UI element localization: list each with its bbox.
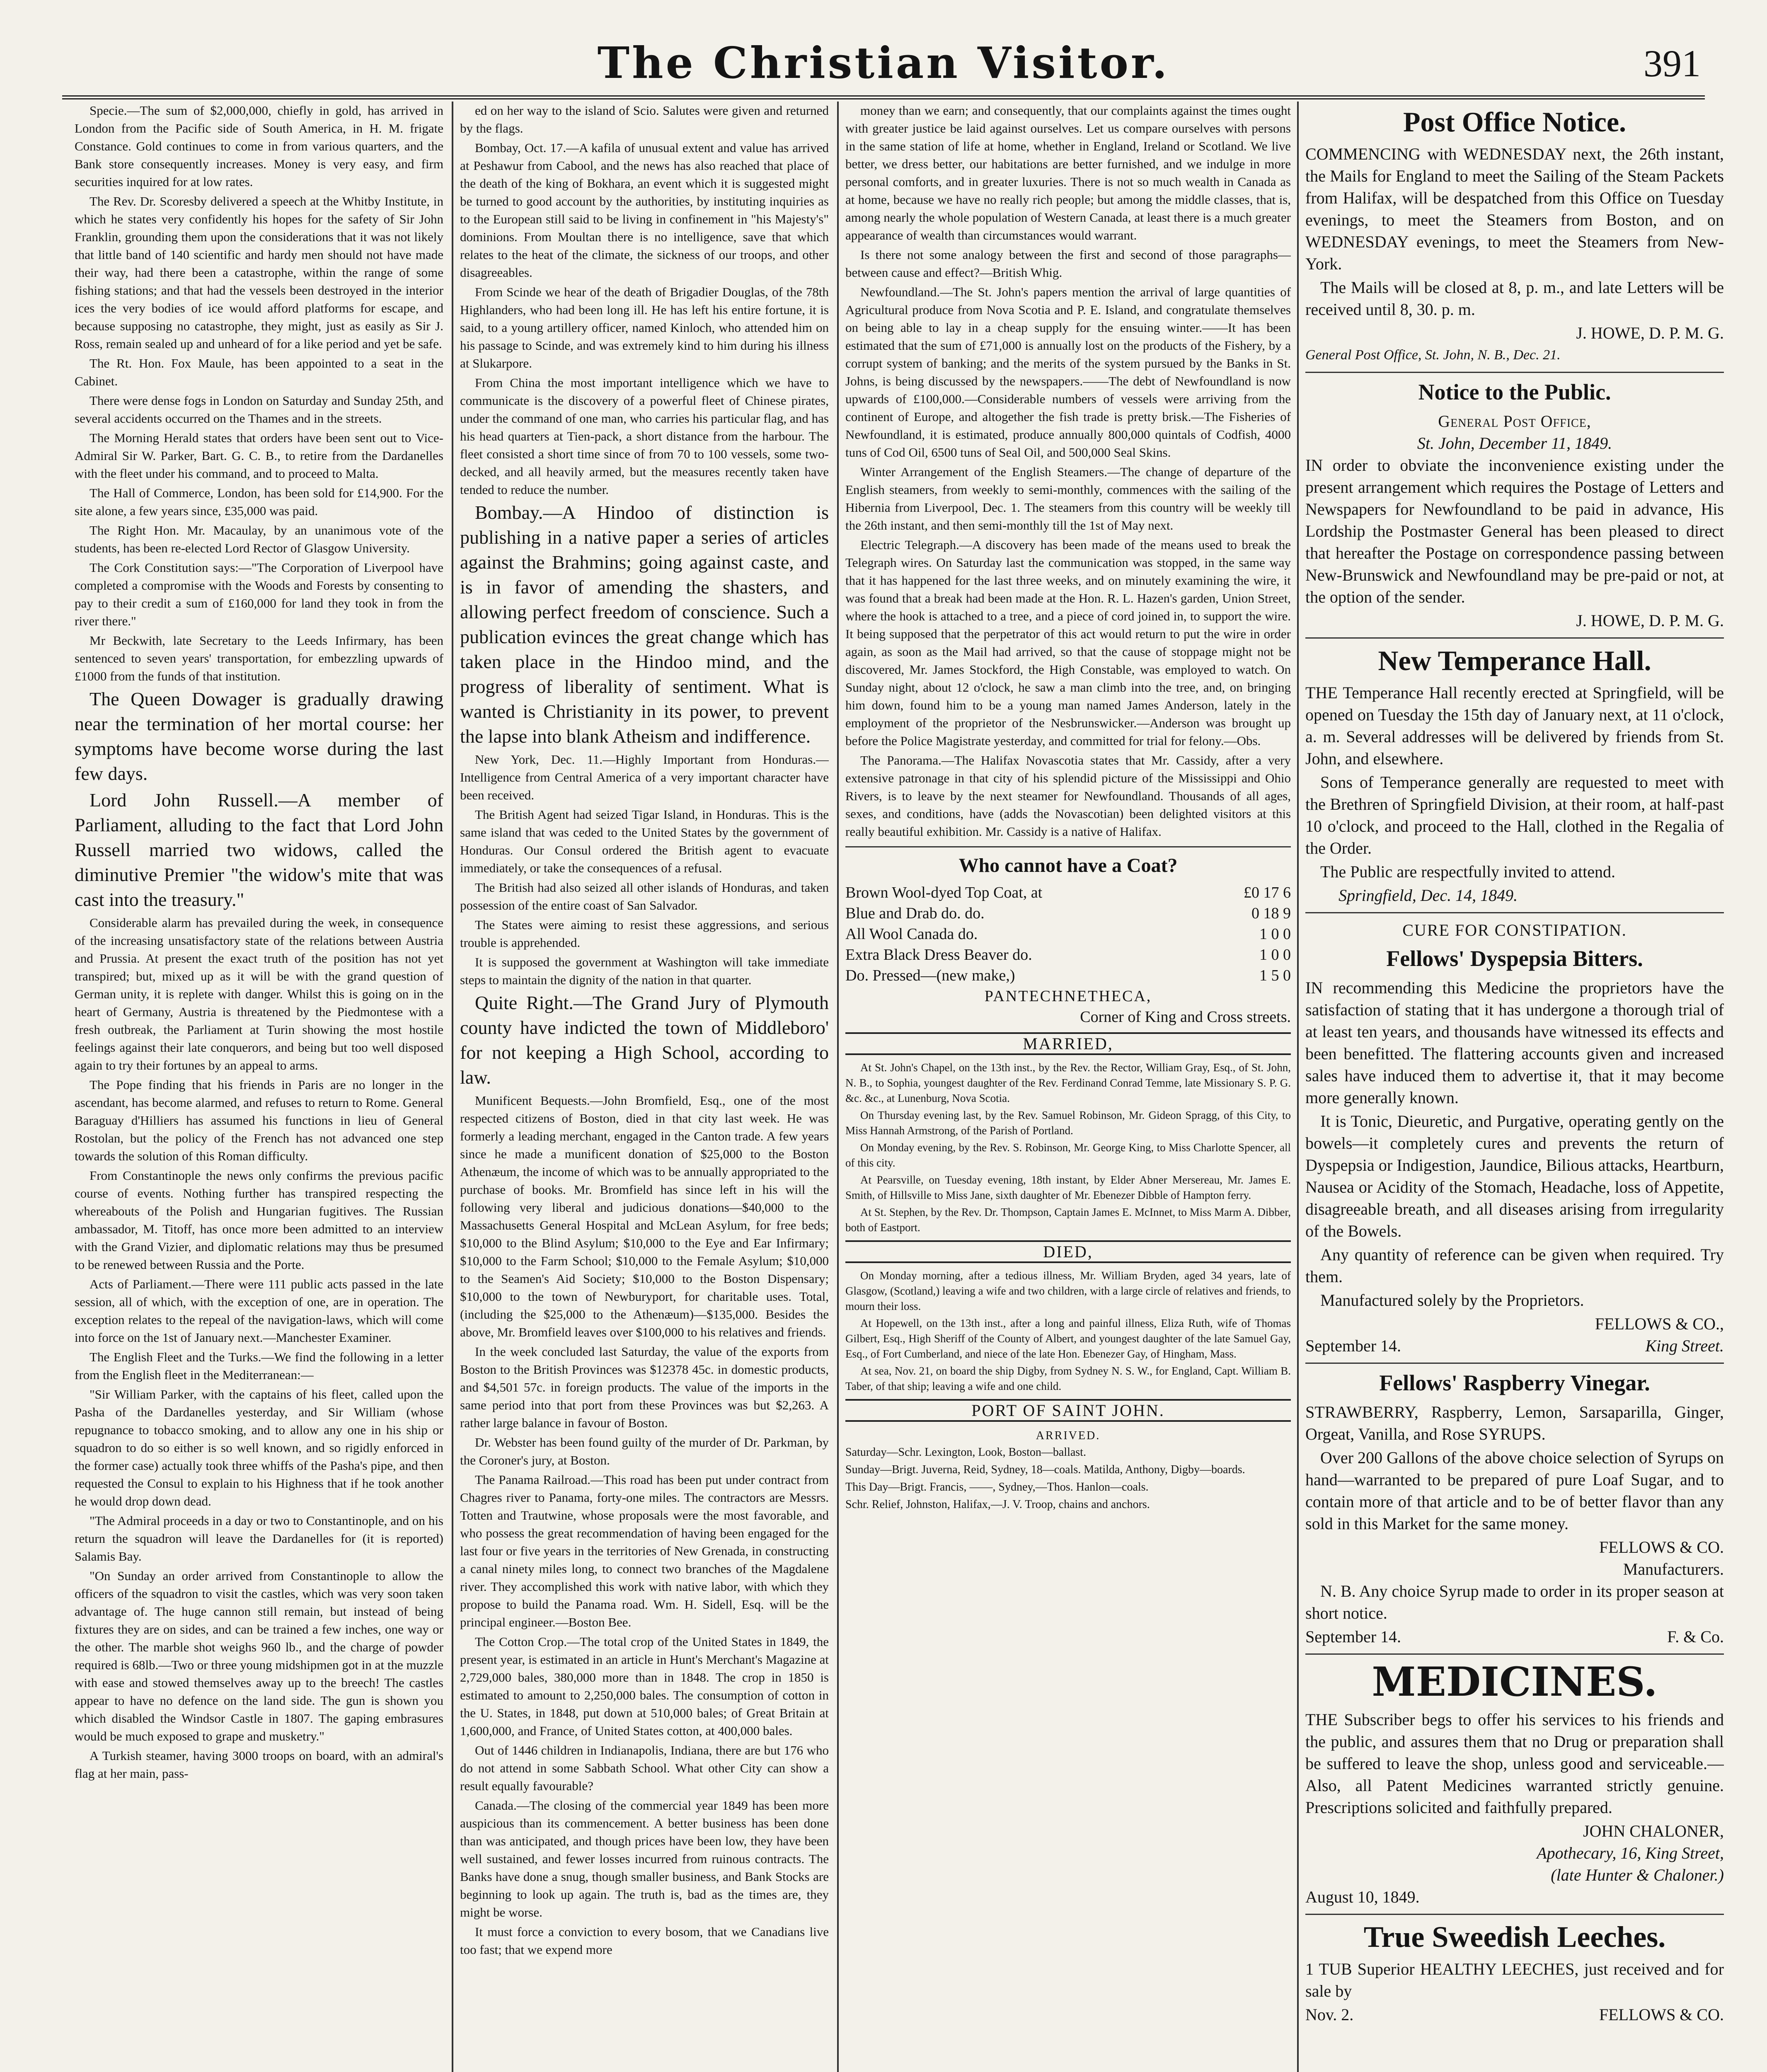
shipping-list: [845, 1445, 1291, 1513]
notice-body: IN order to obviate the inconvenience existing under the present arrangement which requires the Postage of Letters and Newspapers for Newfoundland to be paid in advance, His Lordship the Postmaster General has been pleased to direct that hereafter the Postage on correspondence passing between New-Brunswick and Newfoundland may be pre-paid or not, at the option of the sender.: [1305, 456, 1724, 606]
vinegar-body-2: Over 200 Gallons of the above choice selection of Syrups on hand—warranted to be prepared of pure Loaf Sugar, and to contain more of that article and to be of better flavor than any sold in this Market for the same money.: [1305, 1448, 1724, 1533]
shop-name: PANTECHNETHECA,: [984, 988, 1152, 1005]
news-paragraph: Considerable alarm has prevailed during the week, in consequence of the increasing unsatisfactory state of the relations between Austria and Prussia. At present the exact truth of the position has not yet transpired; but, mixed up as it will be with the grand question of German unity, it is replete with danger. Whilst this is going on in the heart of Germany, Austria is threatened by the Piedmontese with a fresh outbreak, the Parliament at Turin showing the most hostile feelings against their late conquerors, and being but too well disposed again to try their fortunes by an appeal to arms.: [75, 915, 443, 1072]
medicines-signature: JOHN CHALONER,: [1583, 1822, 1724, 1840]
arrived-heading: ARRIVED.: [1036, 1429, 1101, 1442]
news-paragraph: Lord John Russell.—A member of Parliament, alluding to the fact that Lord John Russell married two widows, called the diminutive Premier "the widow's mite that was cast into the treasury.": [75, 789, 443, 910]
news-paragraph: In the week concluded last Saturday, the value of the exports from Boston to the British Provinces was $12378 45c. in domestic products, and $4,501 57c. in foreign products. The value of the imports in the same period into that port from these Provinces was but $2,263. A rather large balance in favour of Boston.: [460, 1344, 829, 1430]
shipping-entry: Schr. Relief, Johnston, Halifax,—J. V. Troop, chains and anchors.: [845, 1498, 1150, 1511]
news-paragraph: The Cotton Crop.—The total crop of the United States in 1849, the present year, is estimated in an article in Hunt's Merchant's Magazine at 2,729,000 bales, 380,000 more than in 1848. The crop in 1850 is estimated to amount to 2,250,000 bales. The consumption of cotton in the U. States, in 1848, put down at 510,000 bales; of Great Britain at 1,600,000, and France, of United States cotton, at 400,000 bales.: [460, 1634, 829, 1738]
price-row: [845, 882, 1291, 903]
news-paragraph: The Hall of Commerce, London, has been sold for £14,900. For the site alone, a few years since, £35,000 was paid.: [75, 486, 443, 518]
news-paragraph: The British had also seized all other islands of Honduras, and taken possession of the entire coast of San Salvador.: [460, 880, 829, 913]
temperance-hall-body: THE Temperance Hall recently erected at Springfield, will be opened on Tuesday the 15th day of January next, at 11 o'clock, a. m. Several addresses will be delivered by friends from St. John, and elsewhere.: [1305, 683, 1724, 768]
news-paragraph: Quite Right.—The Grand Jury of Plymouth county have indicted the town of Middleboro' for not keeping a High School, according to law.: [460, 992, 829, 1088]
separator: [1305, 372, 1724, 373]
temperance-hall-body-2: Sons of Temperance generally are requested to meet with the Brethren of Springfield Division, at their room, at half-past 10 o'clock, and proceed to the Hall, clothed in the Regalia of the Order.: [1305, 773, 1724, 857]
separator: [1305, 637, 1724, 639]
post-office-place: General Post Office, St. John, N. B., Dec. 21.: [1305, 347, 1561, 363]
news-paragraph: Is there not some analogy between the first and second of those paragraphs—between cause and effect?—British Whig.: [845, 247, 1291, 280]
bitters-date: September 14.: [1305, 1336, 1401, 1355]
bitters-body: IN recommending this Medicine the proprietors have the satisfaction of stating that it has undergone a thorough trial of at least ten years, and thousands have witnessed its effects and been benefitted. The flattering accounts given and increased sales have induced them to advertise it, that it may become more generally known.: [1305, 978, 1724, 1107]
death-notice: At Hopewell, on the 13th inst., after a long and painful illness, Eliza Ruth, wife of Thomas Gilbert, Esq., High Sheriff of the County of Albert, and youngest daughter of the late Samuel Gay, Esq., of Fort Cumberland, and niece of the late Hon. Ebenezer Gay, of Hingham, Mass.: [845, 1317, 1291, 1360]
shipping-entry: Sunday—Brigt. Juverna, Reid, Sydney, 18—coals. Matilda, Anthony, Digby—boards.: [845, 1463, 1245, 1476]
medicines-role: Apothecary, 16, King Street,: [1537, 1844, 1724, 1862]
leeches-firm: FELLOWS & CO.: [1599, 2005, 1724, 2024]
news-paragraph: From China the most important intelligence which we have to communicate is the discovery of a powerful fleet of Chinese pirates, under the command of one man, who carries his particular flag, and has his head quarters at Tien-pack, a short distance from the harbour. The fleet consisted a short time since of from 70 to 100 vessels, some two-decked, and all heavily armed, but the measures recently taken have tended to reduce the number.: [460, 375, 829, 497]
death-notices: [845, 1268, 1291, 1394]
leeches-date: Nov. 2.: [1305, 2005, 1354, 2024]
news-paragraph: The Queen Dowager is gradually drawing near the termination of her mortal course: her symptoms have become worse during the last few days.: [75, 688, 443, 784]
price-row: [845, 944, 1291, 965]
newspaper-title: The Christian Visitor.: [597, 37, 1170, 88]
bitters-body-3: Any quantity of reference can be given when required. Try them.: [1305, 1245, 1724, 1286]
price-item: Do. Pressed—(new make,): [845, 967, 1015, 984]
medicines-title: MEDICINES.: [1372, 1658, 1658, 1705]
news-paragraph: It must force a conviction to every bosom, that we Canadians live too fast; that we expend more: [460, 1924, 829, 1957]
masthead: [62, 33, 1705, 99]
vinegar-note: N. B. Any choice Syrup made to order in its proper season at short notice.: [1305, 1582, 1724, 1622]
bitters-street: King Street.: [1645, 1336, 1724, 1355]
coat-price-list: [845, 882, 1291, 1027]
news-paragraph: The Panama Railroad.—This road has been put under contract from Chagres river to Panama, forty-one miles. The contractors are Messrs. Totten and Trautwine, whose proposals were the most favorable, and who possess the great recommendation of having been engaged for the last four or five years in the territories of New Grenada, in constructing a canal ninety miles long, to connect two branches of the Magdalene river. They accomplished this work with native labor, with which they propose to build the Panama road. Wm. H. Sidell, Esq. will be the principal engineer.—Boston Bee.: [460, 1472, 829, 1629]
dyspepsia-bitters-title: Fellows' Dyspepsia Bitters.: [1386, 946, 1643, 971]
post-office-notice-body: COMMENCING with WEDNESDAY next, the 26th instant, the Mails for England to meet the Sailing of the Steam Packets from Halifax, will be despatched from this Office on Tuesday evenings, to meet the Steamers from Boston, and on WEDNESDAY evenings, to meet the Steamers from New-York.: [1305, 145, 1724, 273]
separator: [1305, 1653, 1724, 1655]
post-office-notice-title: Post Office Notice.: [1403, 106, 1627, 138]
price-item: Extra Black Dress Beaver do.: [845, 946, 1032, 963]
medicines-body: THE Subscriber begs to offer his services to his friends and the public, and assures them that no Drug or preparation shall be suffered to leave the shop, unless good and serviceable.—Also, all Patent Medicines warranted strictly genuine. Prescriptions solicited and faithfully prepared.: [1305, 1710, 1724, 1817]
price-row: [845, 903, 1291, 924]
vinegar-date: September 14.: [1305, 1627, 1401, 1646]
news-paragraph: ed on her way to the island of Scio. Salutes were given and returned by the flags.: [460, 103, 829, 136]
news-paragraph: Specie.—The sum of $2,000,000, chiefly in gold, has arrived in London from the Pacific side of South America, in H. M. frigate Constance. Gold continues to come in from various quarters, and the Bank store consequently increases. Money is very easy, and firm securities inquired for at low rates.: [75, 103, 443, 189]
page-number: 391: [1644, 42, 1701, 85]
bitters-body-2: It is Tonic, Dieuretic, and Purgative, operating gently on the bowels—it completely cures and prevents the return of Dyspepsia or Indigestion, Jaundice, Bilious attacks, Heartburn, Nausea or Acidity of the Stomach, Headache, loss of Appetite, disagreeable breath, and all diseases arising from irregularity of the Bowels.: [1305, 1112, 1724, 1240]
vinegar-firm: FELLOWS & CO.: [1599, 1538, 1724, 1556]
married-notice: At Pearsville, on Tuesday evening, 18th instant, by Elder Abner Mersereau, Mr. James E. Smith, of Hillsville to Miss Jane, sixth daughter of Mr. Ebenezer Dibble of Hampton ferry.: [845, 1174, 1291, 1201]
notice-signature: J. HOWE, D. P. M. G.: [1576, 611, 1724, 630]
news-paragraph: The Rt. Hon. Fox Maule, has been appointed to a seat in the Cabinet.: [75, 356, 443, 388]
news-paragraph: The Pope finding that his friends in Paris are no longer in the ascendant, has become alarmed, and refuses to return to Rome. General Baraguay d'Hilliers has assumed his functions in lieu of General Rostolan, but the policy of the French has not advanced one step towards the solution of this Roman difficulty.: [75, 1077, 443, 1163]
news-paragraph: The States were aiming to resist these aggressions, and serious trouble is apprehended.: [460, 917, 829, 950]
shipping-entry: Saturday—Schr. Lexington, Look, Boston—ballast.: [845, 1446, 1086, 1459]
price-value: £0 17 6: [1244, 884, 1291, 901]
temperance-hall-date: Springfield, Dec. 14, 1849.: [1339, 886, 1518, 905]
post-office-signature: J. HOWE, D. P. M. G.: [1576, 324, 1724, 342]
news-paragraph: The British Agent had seized Tigar Island, in Honduras. This is the same island that was ceded to the United States by the government of Honduras. Our Consul ordered the British agent to evacuate immediately, or take the consequences of a refusal.: [460, 807, 829, 875]
price-value: 1 0 0: [1259, 925, 1291, 943]
news-paragraph: From Scinde we hear of the death of Brigadier Douglas, of the 78th Highlanders, who had been long ill. He has left his entire fortune, it is said, to a young artillery officer, named Kinloch, who attended him on his passage to Scinde, and was extremely kind to him during his illness at Slukarpore.: [460, 285, 829, 370]
news-paragraph: It is supposed the government at Washington will take immediate steps to maintain the dignity of the nation in that quarter.: [460, 955, 829, 987]
news-paragraph: Out of 1446 children in Indianapolis, Indiana, there are but 176 who do not attend in some Sabbath School. What other City can show a result equally favourable?: [460, 1743, 829, 1793]
news-paragraph: The Panorama.—The Halifax Novascotia states that Mr. Cassidy, after a very extensive patronage in that city of his splendid picture of the Mississippi and Ohio Rivers, is to leave by the next steamer for Newfoundland. Thousands of all ages, sexes, and conditions, have (adds the Novascotian) been delighted visitors at this really beautiful exhibition. Mr. Cassidy is a native of Halifax.: [845, 753, 1291, 839]
news-paragraph: From Constantinople the news only confirms the previous pacific course of events. Nothing further has transpired respecting the whereabouts of the Polish and Hungarian fugitives. The Russian ambassador, M. Titoff, has once more been admitted to an interview with the Grand Vizier, and diplomatic relations may thus be presumed to be renewed between Russia and the Porte.: [75, 1168, 443, 1272]
temperance-hall-title: New Temperance Hall.: [1378, 645, 1651, 676]
cure-heading: CURE FOR CONSTIPATION.: [1402, 921, 1627, 939]
news-paragraph: Acts of Parliament.—There were 111 public acts passed in the late session, all of which, with the exception of one, are in operation. The exception relates to the repeal of the navigation-laws, which will come into force on the 1st of January next.—Manchester Examiner.: [75, 1277, 443, 1345]
vinegar-body: STRAWBERRY, Raspberry, Lemon, Sarsaparilla, Ginger, Orgeat, Vanilla, and Rose SYRUPS.: [1305, 1403, 1724, 1443]
leeches-body: 1 TUB Superior HEALTHY LEECHES, just received and for sale by: [1305, 1960, 1724, 2000]
news-paragraph: The English Fleet and the Turks.—We find the following in a letter from the English fleet in the Mediterranean:—: [75, 1350, 443, 1382]
price-value: 0 18 9: [1251, 905, 1291, 922]
separator: [1305, 1914, 1724, 1915]
news-paragraph: The Rev. Dr. Scoresby delivered a speech at the Whitby Institute, in which he states very confidently his hopes for the safety of Sir John Franklin, grounding them upon the considerations that it was not likely that little band of 140 scientific and hardy men should not have made their way, had there been a catastrophe, within the range of some fishing stations; and that had the vessels been destroyed in the interior ices the very bodies of ice would afford platforms for escape, and because supposing no catastrophe, they might, just as easily as Sir J. Ross, remain sealed up and unheard of for a like period and yet be safe.: [75, 194, 443, 351]
news-paragraph: The Cork Constitution says:—"The Corporation of Liverpool have completed a compromise with the Woods and Forests by consenting to pay to their credit a sum of £160,000 for land they took in from the river there.": [75, 560, 443, 628]
separator: [1305, 1363, 1724, 1364]
news-paragraph: "The Admiral proceeds in a day or two to Constantinople, and on his return the squadron will leave the Dardanelles for (it is reported) Salamis Bay.: [75, 1513, 443, 1564]
medicines-date: August 10, 1849.: [1305, 1888, 1420, 1906]
column-2: [460, 102, 829, 2072]
bitters-firm: FELLOWS & CO.,: [1595, 1314, 1724, 1333]
temperance-hall-body-3: The Public are respectfully invited to attend.: [1320, 862, 1615, 881]
news-paragraph: Winter Arrangement of the English Steamers.—The change of departure of the English steamers, from weekly to semi-monthly, commences with the sailing of the Hibernia from Liverpool, Dec. 1. The steamers from this country will be weekly till the 26th instant, and then semi-monthly till the 1st of May next.: [845, 465, 1291, 533]
price-item: All Wool Canada do.: [845, 925, 978, 943]
price-item: Brown Wool-dyed Top Coat, at: [845, 884, 1043, 901]
news-paragraph: Dr. Webster has been found guilty of the murder of Dr. Parkman, by the Coroner's jury, at Boston.: [460, 1435, 829, 1467]
leeches-title: True Sweedish Leeches.: [1363, 1920, 1666, 1953]
column-rule: [1297, 102, 1299, 2072]
shop-address: Corner of King and Cross streets.: [1080, 1008, 1291, 1026]
news-paragraph: "Sir William Parker, with the captains of his fleet, called upon the Pasha of the Dardanelles yesterday, and Sir William (whose repugnance to tobacco smoking, and to allow any one in his ship or squadron to do so either is so well known, and so rigidly enforced in the former case) actually took three whiffs of the Pasha's pipe, and then requested the Consul to explain to his Highness that if he took another he would drop down dead.: [75, 1387, 443, 1508]
news-paragraph: Bombay.—A Hindoo of distinction is publishing in a native paper a series of articles against the Brahmins; going against caste, and is in favor of amending the shasters, and allowing perfect freedom of conscience. Such a publication evinces the great change which has taken place in the Hindoo mind, and the progress of liberality of sentiment. What is wanted is Christianity in its power, to prevent the lapse into blank Atheism and indifference.: [460, 502, 829, 747]
married-heading: MARRIED,: [845, 1032, 1291, 1055]
news-paragraph: The Morning Herald states that orders have been sent out to Vice-Admiral Sir W. Parker, Bart. G. C. B., to retire from the Dardanelles with the fleet under his command, and to proceed to Malta.: [75, 431, 443, 481]
news-paragraph: There were dense fogs in London on Saturday and Sunday 25th, and several accidents occurred on the Thames and in the streets.: [75, 393, 443, 426]
price-row: [845, 965, 1291, 986]
vinegar-signature: F. & Co.: [1667, 1627, 1724, 1646]
news-paragraph: Canada.—The closing of the commercial year 1849 has been more auspicious than its commencement. A better business has been done than was anticipated, and though prices have been low, they have been well sustained, and fewer losses incurred from ruinous contracts. The Banks have done a snug, though smaller business, and Bank Stocks are beginning to look up again. The truth is, bad as the times are, they might be worse.: [460, 1798, 829, 1920]
vinegar-footer: [1305, 1626, 1724, 1648]
price-row: [845, 924, 1291, 944]
bitters-manufacturer: Manufactured solely by the Proprietors.: [1320, 1291, 1584, 1310]
bitters-footer: [1305, 1335, 1724, 1357]
coat-ad-title: Who cannot have a Coat?: [959, 854, 1178, 876]
post-office-notice-close: The Mails will be closed at 8, p. m., and late Letters will be received until 8, 30. p. m.: [1305, 278, 1724, 319]
price-value: 1 5 0: [1259, 967, 1291, 984]
married-notice: On Monday evening, by the Rev. S. Robinson, Mr. George King, to Miss Charlotte Spencer, all of this city.: [845, 1141, 1291, 1169]
died-heading: DIED,: [845, 1240, 1291, 1263]
news-paragraph: "On Sunday an order arrived from Constantinople to allow the officers of the squadron to visit the castles, which was very soon taken advantage of. The huge cannon still remain, but instead of being fixtures they are on sides, and can be trained a few inches, one way or the other. The marble shot weighs 960 lb., and the charge of powder required is 68lb.—Two or three young midshipmen got in at the muzzle with ease and stowed themselves away up to the breech! The castles appear to have no defence on the land side. The gun is shown you which disabled the Windsor Castle in 1807. The gaping embrasures would be much exposed to grape and musketry.": [75, 1569, 443, 1743]
news-paragraph: Munificent Bequests.—John Bromfield, Esq., one of the most respected citizens of Boston, died in that city last week. He was formerly a leading merchant, engaged in the Canton trade. A few years since he made a munificent donation of $25,000 to the Boston Athenæum, the income of which was to be annually appropriated to the purchase of books. Mr. Bromfield has since left in his will the following very liberal and judicious donations—$40,000 to the Massachusetts General Hospital and McLean Asylum, for free beds; $10,000 to the Blind Asylum; $10,000 to the Eye and Ear Infirmary; $10,000 to the Farm School; $10,000 to the Female Asylum; $10,000 to the Seamen's Aid Society; $10,000 to the Boston Dispensary; $10,000 to the town of Newburyport, for charitable uses. Total, (including the $25,000 to the Athenæum)—$135,000. Besides the above, Mr. Bromfield leaves over $100,000 to his relatives and friends.: [460, 1093, 829, 1339]
column-3: [845, 102, 1291, 2072]
column-1: [75, 102, 443, 2072]
news-paragraph: Newfoundland.—The St. John's papers mention the arrival of large quantities of Agricultural produce from Nova Scotia and P. E. Island, and congratulate themselves on being able to lay in a cheap supply for the ensuing winter.——It has been estimated that the sum of £71,000 is annually lost on the products of the Fishery, by a corrupt system of banking; and the merits of the system pursued by the Banks in St. Johns, is being discussed by the newspapers.——The debt of Newfoundland is now upwards of £100,000.—Considerable numbers of vessels were arriving from the continent of Europe, and altogether the fish trade is pretty brisk.—The Fisheries of Newfoundland, it is estimated, produce annually 800,000 quintals of Codfish, 4000 tuns of Cod Oil, 6500 tuns of Seal Oil, and 500,000 Seal Skins.: [845, 285, 1291, 460]
price-value: 1 0 0: [1259, 946, 1291, 963]
vinegar-manufacturers: Manufacturers.: [1623, 1560, 1724, 1578]
married-notices: [845, 1060, 1291, 1235]
married-notice: On Thursday evening last, by the Rev. Samuel Robinson, Mr. Gideon Spragg, of this City, to Miss Hannah Armstrong, of the Parish of Portland.: [845, 1109, 1291, 1137]
column-4-advertisements: [1305, 102, 1724, 2072]
shipping-entry: This Day—Brigt. Francis, ——, Sydney,—Thos. Hanlon—coals.: [845, 1481, 1149, 1493]
married-notice: At St. John's Chapel, on the 13th inst., by the Rev. the Rector, William Gray, Esq., of St. John, N. B., to Sophia, youngest daughter of the Rev. Ferdinand Conrad Temme, late Missionary S. P. G. &c. &c., at Lunenburg, Nova Scotia.: [845, 1061, 1291, 1104]
column-rule: [837, 102, 839, 2072]
port-heading: PORT OF SAINT JOHN.: [845, 1399, 1291, 1422]
price-item: Blue and Drab do. do.: [845, 905, 985, 922]
news-paragraph: The Right Hon. Mr. Macaulay, by an unanimous vote of the students, has been re-elected Lord Rector of Glasgow University.: [75, 523, 443, 555]
married-notice: At St. Stephen, by the Rev. Dr. Thompson, Captain James E. McInnet, to Miss Marm A. Dibber, both of Eastport.: [845, 1206, 1291, 1234]
notice-to-public-title: Notice to the Public.: [1418, 380, 1611, 404]
news-paragraph: Mr Beckwith, late Secretary to the Leeds Infirmary, has been sentenced to seven years' transportation, for embezzling upwards of £1000 from the funds of that institution.: [75, 633, 443, 683]
news-paragraph: New York, Dec. 11.—Highly Important from Honduras.—Intelligence from Central America of a very important character have been received.: [460, 752, 829, 802]
column-rule: [452, 102, 453, 2072]
separator: [845, 846, 1291, 847]
news-paragraph: Electric Telegraph.—A discovery has been made of the means used to break the Telegraph wires. On Saturday last the communication was stopped, in the same way that it has happened for the last three weeks, and on minutely examining the wire, it was found that a break had been made at the Hon. R. L. Hazen's garden, Union Street, where the hook is attached to a tree, and a piece of cord joined in, to support the wire. It being supposed that the perpetrator of this act would return to put the wire in order again, as soon as the Mail had arrived, so that the cause of stoppage might not be discovered, Mr. James Stockford, the High Constable, was employed to watch. On Sunday night, about 12 o'clock, he saw a man climb into the tree, and, on bringing him down, found him to be a young man named James Anderson, lately in the employment of the proprietor of the Nesbrunswicker.—Anderson was brought up before the Police Magistrate yesterday, and committed for trial for felony.—Obs.: [845, 537, 1291, 748]
news-paragraph: Bombay, Oct. 17.—A kafila of unusual extent and value has arrived at Peshawur from Cabool, and the news has also reached that place of the death of the king of Bokhara, an event which it is suggested might be turned to good account by the authorities, by instituting inquiries as to the European still said to be living in confinement in "his Majesty's" dominions. From Moultan there is no intelligence, save that which relates to the heat of the climate, the sickness of our troops, and other disagreeables.: [460, 140, 829, 280]
notice-heading: General Post Office,: [1438, 412, 1591, 431]
death-notice: At sea, Nov. 21, on board the ship Digby, from Sydney N. S. W., for England, Capt. William B. Taber, of that ship; leaving a wife and one child.: [845, 1365, 1291, 1392]
leeches-footer: [1305, 2004, 1724, 2026]
separator: [1305, 912, 1724, 913]
news-paragraph: A Turkish steamer, having 3000 troops on board, with an admiral's flag at her main, pass-: [75, 1748, 443, 1781]
news-paragraph: money than we earn; and consequently, that our complaints against the times ought with greater justice be laid against ourselves. Let us compare ourselves with persons in the same station of life at home, whether in England, Ireland or Scotland. We live better, we dress better, our habitations are better furnished, and we indulge in more personal comforts, and in greater luxuries. There is not so much wealth in Canada as at home, because we have no really rich people; but among the middle classes, that is, among nearly the whole population of Western Canada, at least there is a much greater appearance of wealth than circumstances would warrant.: [845, 103, 1291, 242]
medicines-late: (late Hunter & Chaloner.): [1551, 1866, 1724, 1884]
death-notice: On Monday morning, after a tedious illness, Mr. William Bryden, aged 34 years, late of Glasgow, (Scotland,) leaving a wife and two children, with a large circle of relatives and friends, to mourn their loss.: [845, 1269, 1291, 1312]
notice-date: St. John, December 11, 1849.: [1417, 434, 1612, 453]
raspberry-vinegar-title: Fellows' Raspberry Vinegar.: [1379, 1370, 1650, 1395]
